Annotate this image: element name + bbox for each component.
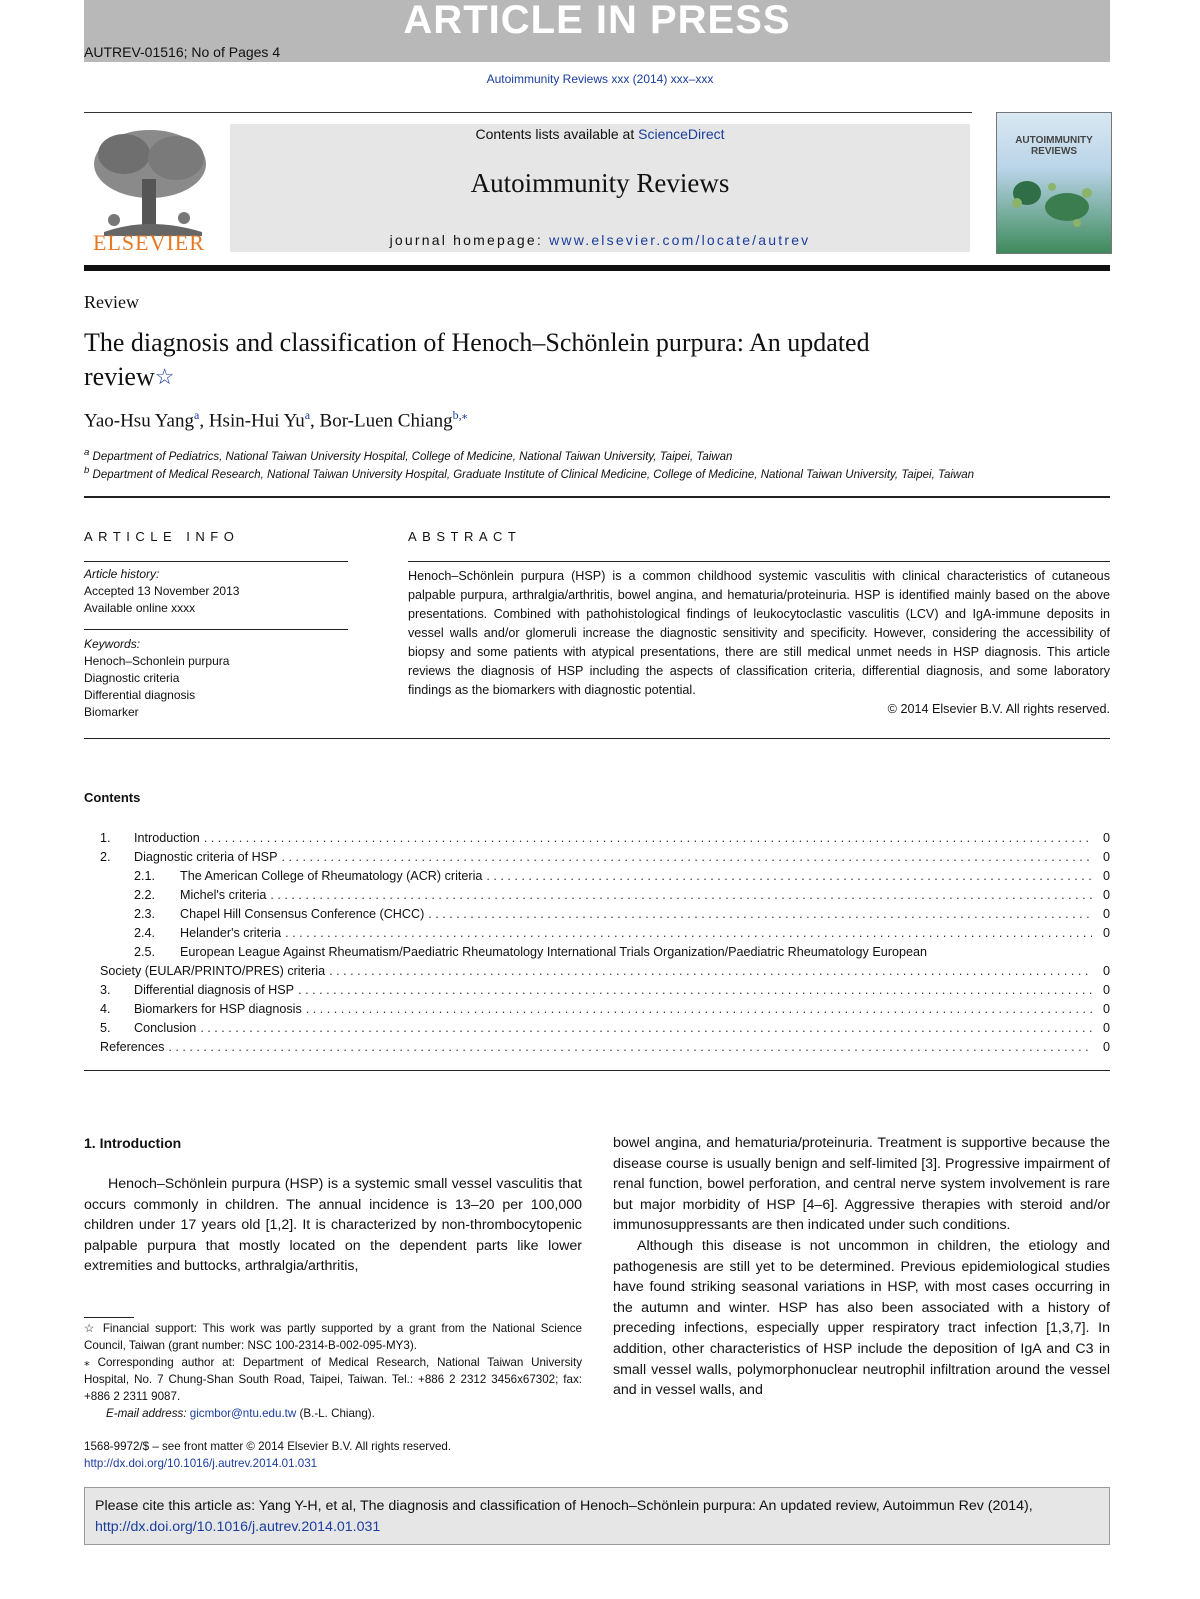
- funding-footnote: ☆ Financial support: This work was partly supported by a grant from the National Science Council, Taiwan (grant number: NSC 100-2314-B-002-095-MY3).: [84, 1322, 582, 1352]
- journal-homepage-line: [230, 232, 970, 248]
- keywords-label: Keywords:: [84, 637, 141, 651]
- toc-entry[interactable]: [100, 888, 1110, 906]
- email-link[interactable]: gicmbor@ntu.edu.tw: [189, 1407, 297, 1420]
- toc-leader: [329, 964, 1092, 978]
- section-divider: [84, 496, 1110, 498]
- article-id: AUTREV-01516; No of Pages 4: [84, 44, 281, 60]
- toc-entry[interactable]: [100, 1002, 1110, 1020]
- divider: [408, 561, 1110, 562]
- keywords-block: [84, 636, 229, 721]
- toc-label: European League Against Rheumatism/Paediatric Rheumatology International Trials Organization/Paediatric Rheumatology European: [180, 945, 927, 959]
- toc-label: Conclusion: [134, 1021, 197, 1035]
- footnotes: [84, 1320, 582, 1422]
- divider: [84, 629, 348, 630]
- sciencedirect-link[interactable]: ScienceDirect: [638, 126, 725, 142]
- keyword: Biomarker: [84, 705, 139, 719]
- toc-number: 4.: [100, 1002, 111, 1016]
- section-divider: [84, 738, 1110, 739]
- paper-title-text: The diagnosis and classification of Henoch–Schönlein purpura: An updated review: [84, 328, 870, 391]
- toc-entry[interactable]: [100, 983, 1110, 1001]
- toc-leader: [285, 926, 1092, 940]
- toc-entry[interactable]: [100, 1040, 1110, 1058]
- abstract-text: Henoch–Schönlein purpura (HSP) is a common childhood systemic vasculitis with clinical characteristics of cutaneous palpable purpura, arthralgia/arthritis, bowel angina, and hematuria/proteinuria. HSP is identified mainly based on the above presentations. Combined with pathohistological findings of leukocytoclastic vasculitis (LCV) and IgA-immune deposits in vessel walls and/or glomeruli increase the diagnostic sensitivity and specificity. However, considering the accessibility of biopsy and some patients with atypical presentations, there are still medical unmet needs in HSP diagnosis. This article reviews the diagnosis of HSP including the aspects of classification criteria, differential diagnosis, and some laboratory findings as the biomarkers with diagnostic potential.: [408, 569, 1110, 697]
- keyword: Diagnostic criteria: [84, 671, 180, 685]
- author-affiliation-mark[interactable]: a: [194, 408, 200, 422]
- toc-page: 0: [1102, 831, 1110, 845]
- toc-number: 2.: [100, 850, 111, 864]
- author-name: Yao-Hsu Yang: [84, 410, 194, 432]
- toc-label: Helander's criteria: [180, 926, 282, 940]
- homepage-link[interactable]: www.elsevier.com/locate/autrev: [549, 232, 811, 248]
- toc-leader: [298, 983, 1092, 997]
- copyright: © 2014 Elsevier B.V. All rights reserved.: [887, 702, 1110, 716]
- footnote-rule: [84, 1317, 134, 1318]
- toc-label: Introduction: [134, 831, 200, 845]
- toc-page: 0: [1102, 964, 1110, 978]
- cover-title: AUTOIMMUNITY REVIEWS: [1015, 135, 1093, 157]
- toc-label: Chapel Hill Consensus Conference (CHCC): [180, 907, 425, 921]
- section-divider: [84, 1070, 1110, 1071]
- affiliation-text: Department of Pediatrics, National Taiwan University Hospital, College of Medicine, National Taiwan University, Taipei, Taiwan: [92, 450, 733, 463]
- body-paragraph: bowel angina, and hematuria/proteinuria. Treatment is supportive because the disease course is usually benign and self-limited [3]. Progressive impairment of renal function, bowel perforation, and central nerve system involvement is rare but major morbidity of HSP [4–6]. Aggressive therapies with steroid and/or immunosuppressants are then indicated under such conditions.: [613, 1135, 1110, 1234]
- history-label: Article history:: [84, 567, 160, 581]
- journal-header-box: [230, 124, 970, 252]
- citation-text: [95, 1496, 1099, 1538]
- article-info-heading: ARTICLE INFO: [84, 529, 240, 544]
- abstract-body: [408, 567, 1110, 719]
- toc-entry[interactable]: [100, 964, 1110, 982]
- toc-entry[interactable]: [100, 945, 1110, 963]
- toc-leader: [281, 850, 1092, 864]
- toc-leader: [270, 888, 1092, 902]
- author-name: Bor-Luen Chiang: [319, 410, 453, 432]
- citation-body: Please cite this article as: Yang Y-H, et al, The diagnosis and classification of Henoch–Schönlein purpura: An updated review, Autoimmun Rev (2014),: [95, 1498, 1033, 1514]
- toc-entry[interactable]: [100, 869, 1110, 887]
- homepage-prefix: journal homepage:: [389, 232, 550, 248]
- toc-number: 3.: [100, 983, 111, 997]
- body-paragraph: Although this disease is not uncommon in children, the etiology and pathogenesis are still yet to be determined. Previous epidemiological studies have found striking seasonal variations in HSP, with most cases occurring in the autumn and winter. HSP has also been associated with a history of preceding infections, especially upper respiratory tract infection [1,3,7]. In addition, other characteristics of HSP include the deposition of IgA and C3 in small vessel walls, polymorphonuclear neutrophil infiltration around the vessel and in vessel walls, and: [613, 1237, 1110, 1399]
- paper-title: [84, 326, 944, 394]
- toc-leader: [204, 831, 1092, 845]
- banner-title: ARTICLE IN PRESS: [403, 0, 791, 42]
- cover-illustration: [997, 163, 1111, 251]
- affiliation: [84, 447, 732, 463]
- toc-page: 0: [1102, 850, 1110, 864]
- journal-title: Autoimmunity Reviews: [470, 168, 730, 198]
- contents-heading: Contents: [84, 790, 141, 805]
- toc-label: Michel's criteria: [180, 888, 267, 902]
- contents-available-line: [230, 126, 970, 142]
- toc-number: 2.1.: [134, 869, 156, 883]
- author-affiliation-mark[interactable]: b,⁎: [452, 408, 468, 422]
- toc-label: Differential diagnosis of HSP: [134, 983, 295, 997]
- toc-page: 0: [1102, 1040, 1110, 1054]
- affiliation: [84, 465, 974, 481]
- front-matter: [84, 1438, 451, 1472]
- corresponding-author-footnote: ⁎ Corresponding author at: Department of Medical Research, National Taiwan University Hospital, No. 7 Chung-Shan South Road, Taipei, Taiwan. Tel.: +886 2 2312 3456x67302; fax: +886 2 2311 9087.: [84, 1356, 582, 1403]
- toc-leader: [306, 1002, 1092, 1016]
- body-paragraph: Henoch–Schönlein purpura (HSP) is a systemic small vessel vasculitis that occurs commonly in children. The annual incidence is 13–20 per 100,000 children under 17 years old [1,2]. It is characterized by non-thrombocytopenic palpable purpura that mostly located on the dependent parts like lower extremities and buttocks, arthralgia/arthritis,: [84, 1176, 582, 1275]
- affiliation-mark: b: [84, 465, 90, 476]
- article-history: [84, 566, 239, 617]
- toc-label: Society (EULAR/PRINTO/PRES) criteria: [100, 964, 326, 978]
- toc-leader: [486, 869, 1092, 883]
- author-list: Yao-Hsu Yang$^a$, Hsin-Hui Yu$^a$, Bor-Luen Chiang$^{b,⁎}$: [84, 408, 468, 432]
- masthead-thick-rule: [84, 265, 1110, 271]
- toc-number: 2.3.: [134, 907, 156, 921]
- toc-leader: [428, 907, 1092, 921]
- publisher-name: ELSEVIER: [93, 230, 205, 255]
- toc-entry[interactable]: [100, 907, 1110, 925]
- toc-entry[interactable]: [100, 926, 1110, 944]
- citation-box: [84, 1487, 1110, 1545]
- doi-link[interactable]: http://dx.doi.org/10.1016/j.autrev.2014.01.031: [84, 1457, 318, 1470]
- article-type: Review: [84, 292, 139, 312]
- toc-page: 0: [1102, 1002, 1110, 1016]
- journal-reference: Autoimmunity Reviews xxx (2014) xxx–xxx: [486, 72, 714, 86]
- front-matter-text: 1568-9972/$ – see front matter © 2014 Elsevier B.V. All rights reserved.: [84, 1440, 452, 1453]
- abstract-heading: ABSTRACT: [408, 529, 522, 544]
- toc-entry[interactable]: [100, 850, 1110, 868]
- section-heading-introduction: 1. Introduction: [84, 1135, 182, 1151]
- toc-label: The American College of Rheumatology (ACR) criteria: [180, 869, 483, 883]
- affiliation-mark: a: [84, 447, 90, 458]
- toc-number: 2.2.: [134, 888, 156, 902]
- citation-doi-link[interactable]: http://dx.doi.org/10.1016/j.autrev.2014.01.031: [95, 1519, 381, 1535]
- masthead-rule: [84, 112, 972, 113]
- toc-entry[interactable]: [100, 831, 1110, 849]
- right-column: [613, 1133, 1110, 1401]
- title-footnote-mark[interactable]: ☆: [154, 364, 175, 389]
- author-affiliation-mark[interactable]: a: [304, 408, 311, 422]
- affiliation-text: Department of Medical Research, National Taiwan University Hospital, Graduate Institute of Clinical Medicine, College of Medicine, National Taiwan University, Taipei, Taiwan: [92, 468, 974, 481]
- available-online: Available online xxxx: [84, 601, 196, 615]
- toc-entry[interactable]: [100, 1021, 1110, 1039]
- toc-number: 5.: [100, 1021, 111, 1035]
- toc-page: 0: [1102, 926, 1110, 940]
- toc-leader: [168, 1040, 1092, 1054]
- toc-page: 0: [1102, 983, 1110, 997]
- toc-page: 0: [1102, 1021, 1110, 1035]
- email-suffix: (B.-L. Chiang).: [296, 1407, 375, 1420]
- toc-label: Diagnostic criteria of HSP: [134, 850, 278, 864]
- divider: [84, 561, 348, 562]
- author-name: Hsin-Hui Yu: [208, 410, 305, 432]
- toc-number: 1.: [100, 831, 111, 845]
- toc-page: 0: [1102, 907, 1110, 921]
- email-label: E-mail address:: [106, 1407, 190, 1420]
- keyword: Differential diagnosis: [84, 688, 196, 702]
- toc-label: References: [100, 1040, 165, 1054]
- keyword: Henoch–Schonlein purpura: [84, 654, 230, 668]
- accepted-date: Accepted 13 November 2013: [84, 584, 240, 598]
- toc-page: 0: [1102, 888, 1110, 902]
- journal-cover-image: [996, 112, 1112, 254]
- toc-leader: [200, 1021, 1092, 1035]
- toc-number: 2.5.: [134, 945, 156, 959]
- toc-label: Biomarkers for HSP diagnosis: [134, 1002, 302, 1016]
- toc-number: 2.4.: [134, 926, 156, 940]
- contents-prefix: Contents lists available at: [475, 126, 639, 142]
- toc-page: 0: [1102, 869, 1110, 883]
